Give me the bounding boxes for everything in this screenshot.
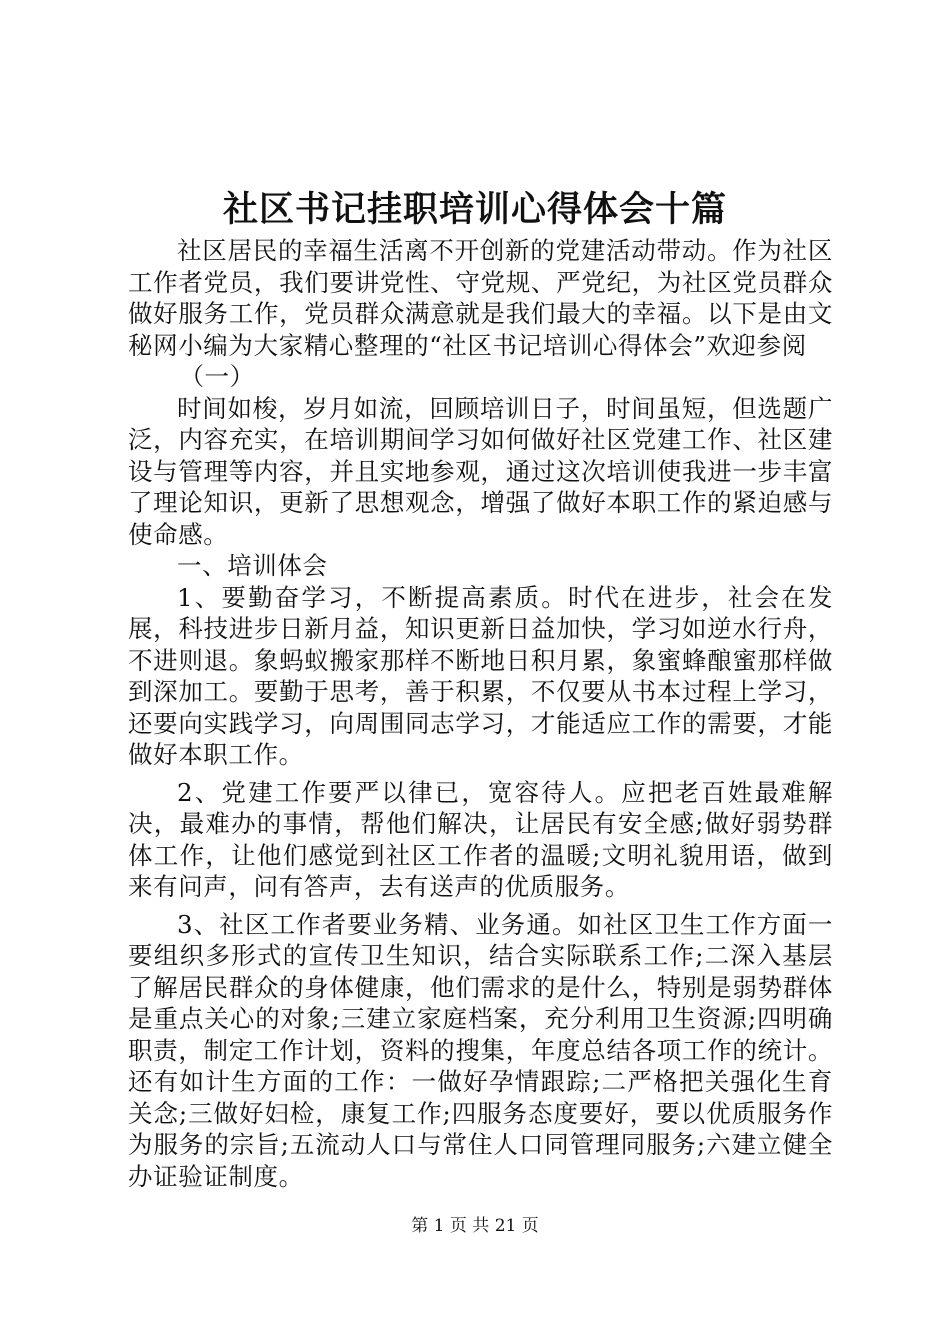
- body-paragraph: 3、社区工作者要业务精、业务通。如社区卫生工作方面一要组织多形式的宣传卫生知识，结合实际联系工作;二深入基层了解居民群众的身体健康，他们需求的是什么，特别是弱势群体是重点关心的对象;三建立家庭档案，充分利用卫生资源;四明确职责，制定工作计划，资料的搜集，年度总结各项工作的统计。还有如计生方面的工作：一做好孕情跟踪;二严格把关强化生育关念;三做好妇检，康复工作;四服务态度要好，要以优质服务作为服务的宗旨;五流动人口与常住人口同管理同服务;六建立健全办证验证制度。: [128, 909, 833, 1191]
- document-body: [128, 235, 833, 1192]
- body-paragraph: 时间如梭，岁月如流，回顾培训日子，时间虽短，但选题广泛，内容充实，在培训期间学习如何做好社区党建工作、社区建设与管理等内容，并且实地参观，通过这次培训使我进一步丰富了理论知识，更新了思想观念，增强了做好本职工作的紧迫感与使命感。: [128, 393, 833, 549]
- body-paragraph: 2、党建工作要严以律已，宽容待人。应把老百姓最难解决，最难办的事情，帮他们解决，让居民有安全感;做好弱势群体工作，让他们感觉到社区工作者的温暖;文明礼貌用语，做到来有问声，问有答声，去有送声的优质服务。: [128, 777, 833, 901]
- document-title: 社区书记挂职培训心得体会十篇: [222, 189, 727, 230]
- section-heading: 一、培训体会: [177, 551, 328, 580]
- body-paragraph: 1、要勤奋学习，不断提高素质。时代在进步，社会在发展，科技进步日新月益，知识更新日益加快，学习如逆水行舟，不进则退。象蚂蚁搬家那样不断地日积月累，象蜜蜂酿蜜那样做到深加工。要勤于思考，善于积累，不仅要从书本过程上学习，还要向实践学习，向周围同志学习，才能适应工作的需要，才能做好本职工作。: [128, 582, 833, 769]
- page-footer: 第 1 页 共 21 页: [411, 1216, 539, 1236]
- section-marker: （一）: [179, 362, 255, 391]
- intro-paragraph: 社区居民的幸福生活离不开创新的党建活动带动。作为社区工作者党员，我们要讲党性、守党规、严党纪，为社区党员群众做好服务工作，党员群众满意就是我们最大的幸福。以下是由文秘网小编为大家精心整理的“社区书记培训心得体会”欢迎参阅: [128, 236, 833, 360]
